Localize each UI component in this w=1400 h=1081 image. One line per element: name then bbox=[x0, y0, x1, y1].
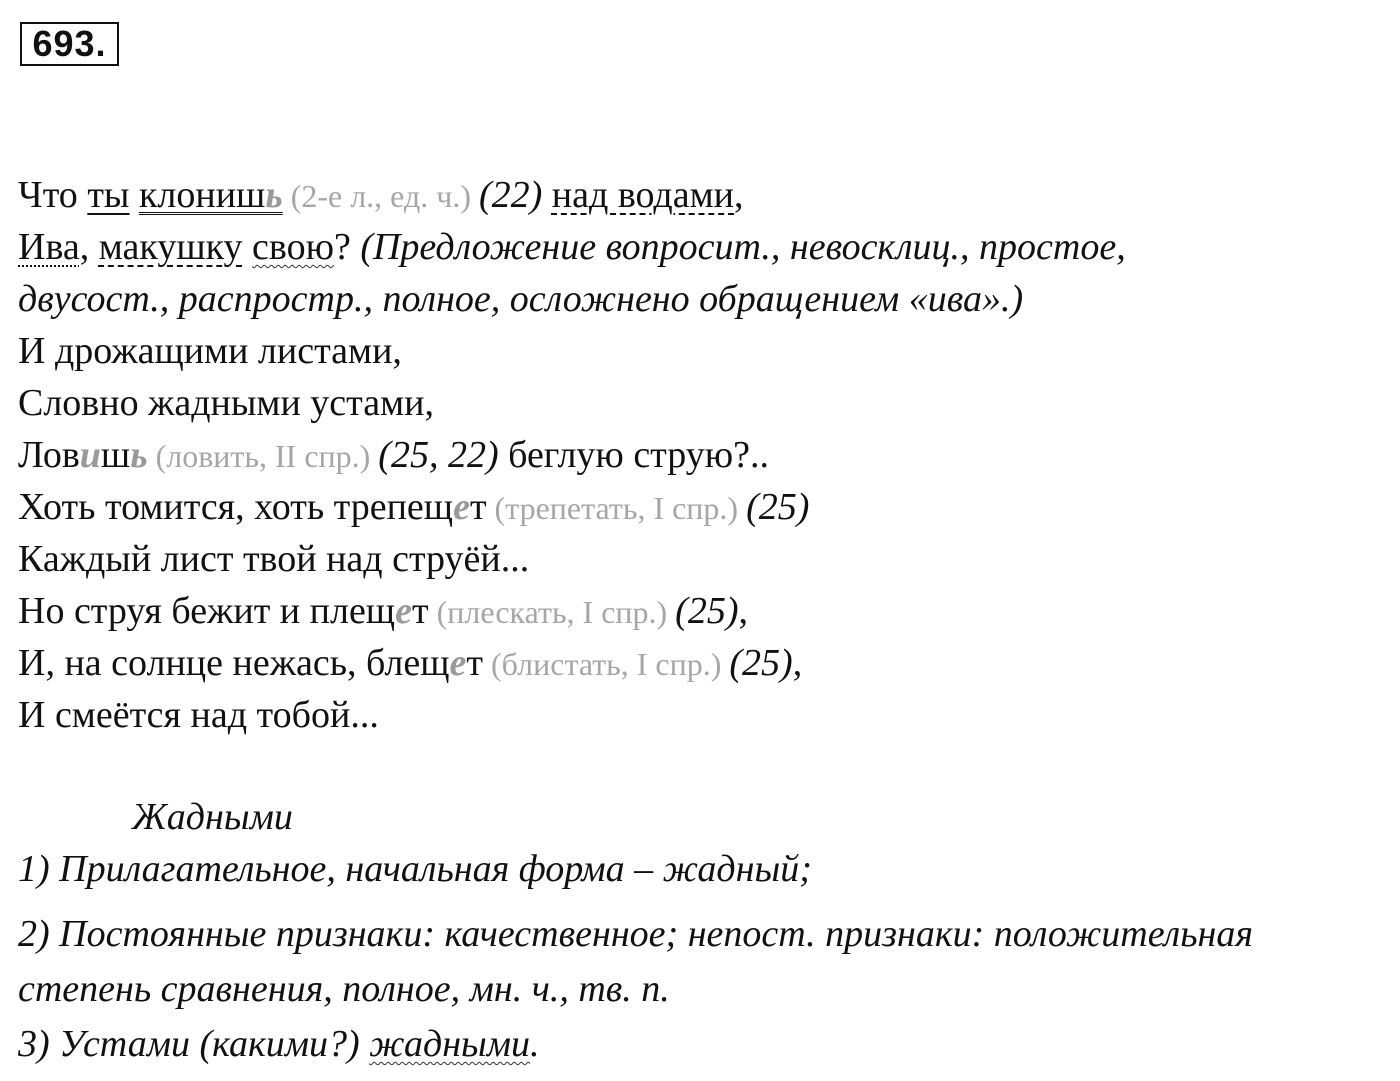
sentence-analysis-continued: двусост., распростр., полное, осложнено обращением «ива».) bbox=[18, 278, 1024, 320]
word-part: И, на солнце нежась, блещ bbox=[18, 642, 450, 684]
parse-text: 3) Устами (какими?) bbox=[18, 1023, 370, 1065]
adverbial-phrase: над водами bbox=[551, 174, 735, 216]
highlighted-letter: е bbox=[395, 590, 412, 632]
attribute-word: свою bbox=[252, 226, 334, 268]
space bbox=[243, 226, 253, 268]
highlighted-letter: и bbox=[79, 434, 101, 476]
word-part: Хоть томится, хоть трепещ bbox=[18, 486, 454, 528]
word-part: т bbox=[411, 590, 429, 632]
parse-point-2: 2) Постоянные признаки: качественное; непост. признаки: положительная bbox=[18, 913, 1254, 955]
grammar-note: (блистать, I спр.) bbox=[483, 646, 730, 682]
space bbox=[129, 174, 139, 216]
parse-point-3 bbox=[18, 1022, 540, 1066]
word-part: Но струя бежит и плещ bbox=[18, 590, 396, 632]
grammar-note: (2-е л., ед. ч.) bbox=[282, 178, 479, 214]
object-word: макушку bbox=[98, 226, 243, 268]
spelling-code: (22) bbox=[478, 174, 543, 216]
grammar-note: (плескать, I спр.) bbox=[428, 594, 676, 630]
subject-word: ты bbox=[87, 174, 130, 216]
attribute-word: жадными bbox=[369, 1023, 531, 1065]
word-part: беглую струю?.. bbox=[498, 434, 770, 476]
punctuation: , bbox=[79, 226, 99, 268]
parse-point-1: 1) Прилагательное, начальная форма – жадный; bbox=[18, 848, 812, 890]
punctuation: , bbox=[734, 174, 744, 216]
parse-heading: Жадными bbox=[132, 796, 293, 838]
punctuation: . bbox=[530, 1023, 540, 1065]
poem-line-9 bbox=[18, 589, 748, 634]
word-part: Лов bbox=[18, 434, 80, 476]
punctuation: ? bbox=[333, 226, 361, 268]
word-part: ш bbox=[100, 434, 131, 476]
punctuation: , bbox=[738, 590, 748, 632]
poem-line-10 bbox=[18, 641, 802, 686]
spelling-code: (25) bbox=[675, 590, 739, 632]
punctuation: , bbox=[792, 642, 803, 684]
highlighted-letter: е bbox=[453, 486, 470, 528]
space bbox=[542, 174, 552, 216]
grammar-note: (ловить, II спр.) bbox=[147, 438, 379, 474]
word-part: т bbox=[469, 486, 487, 528]
poem-line-1 bbox=[18, 173, 744, 218]
word-part: т bbox=[466, 642, 483, 684]
exercise-number: 693. bbox=[20, 22, 119, 66]
poem-line-11: И смеётся над тобой... bbox=[18, 694, 379, 736]
spelling-code: (25) bbox=[746, 486, 810, 528]
poem-line-4: И дрожащими листами, bbox=[18, 330, 402, 372]
address-word: Ива bbox=[18, 226, 80, 268]
predicate-word bbox=[139, 174, 283, 216]
sentence-analysis: (Предложение вопросит., невосклиц., простое, bbox=[360, 226, 1126, 268]
poem-line-5: Словно жадными устами, bbox=[18, 382, 434, 424]
highlighted-ending: ь bbox=[265, 174, 283, 216]
parse-point-2-continued: степень сравнения, полное, мн. ч., тв. п. bbox=[18, 968, 670, 1010]
highlighted-letter: е bbox=[449, 642, 467, 684]
poem-line-7 bbox=[18, 485, 809, 530]
predicate-stem: клониш bbox=[138, 174, 266, 216]
poem-line-8: Каждый лист твой над струёй... bbox=[18, 538, 530, 580]
spelling-code: (25) bbox=[729, 642, 793, 684]
highlighted-letter: ь bbox=[130, 434, 148, 476]
poem-line-2 bbox=[18, 225, 1126, 269]
word: Что bbox=[18, 174, 88, 216]
grammar-note: (трепетать, I спр.) bbox=[486, 490, 747, 526]
spelling-code: (25, 22) bbox=[378, 434, 499, 476]
poem-line-6 bbox=[18, 433, 769, 478]
